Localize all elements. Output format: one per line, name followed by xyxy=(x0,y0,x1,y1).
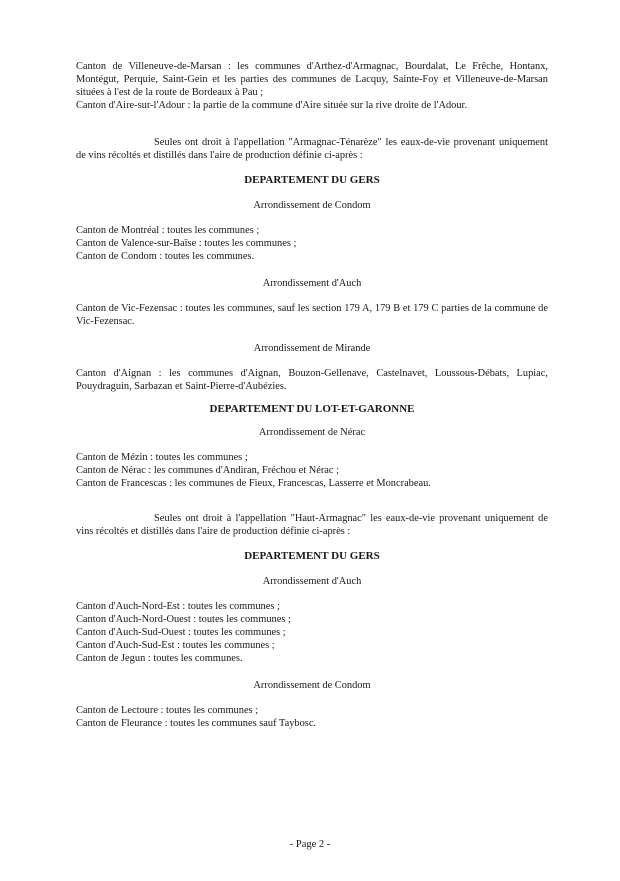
list-item: Canton de Francescas : les communes de Fieux, Francescas, Lasserre et Moncrabeau. xyxy=(76,478,431,489)
list-item: Canton de Lectoure : toutes les communes ; xyxy=(76,705,259,716)
tenareze-intro: Seules ont droit à l'appellation "Armagnac-Ténarèze" les eaux-de-vie provenant uniquement de vins récoltés et distillés dans l'aire de production définie ci-après : xyxy=(76,137,548,161)
list-item: Canton d'Auch-Nord-Ouest : toutes les communes ; xyxy=(76,614,291,625)
haut-gers-heading: DEPARTEMENT DU GERS xyxy=(244,550,380,562)
vic-fezensac-paragraph: Canton de Vic-Fezensac : toutes les communes, sauf les section 179 A, 179 B et 179 C parties de la commune de Vic-Fezensac. xyxy=(76,303,548,327)
tenareze-gers-heading: DEPARTEMENT DU GERS xyxy=(244,174,380,186)
list-item: Canton d'Auch-Sud-Ouest : toutes les communes ; xyxy=(76,627,286,638)
haut-auch-heading: Arrondissement d'Auch xyxy=(262,576,362,587)
list-item: Canton de Fleurance : toutes les communes sauf Taybosc. xyxy=(76,718,317,729)
list-item: Canton d'Auch-Sud-Est : toutes les communes ; xyxy=(76,640,275,651)
page-number: - Page 2 - xyxy=(289,839,331,850)
haut-condom-heading: Arrondissement de Condom xyxy=(253,680,371,691)
paragraph-aire: Canton d'Aire-sur-l'Adour : la partie de la commune d'Aire située sur la rive droite de l'Adour. xyxy=(76,100,468,111)
list-item: Canton d'Auch-Nord-Est : toutes les communes ; xyxy=(76,601,280,612)
aignan-paragraph: Canton d'Aignan : les communes d'Aignan, Bouzon-Gellenave, Castelnavet, Loussous-Débats, Lupiac, Pouydraguin, Sarbazan et Saint-Pierre-d'Aubézies. xyxy=(76,368,548,392)
paragraph-villeneuve: Canton de Villeneuve-de-Marsan : les communes d'Arthez-d'Armagnac, Bourdalat, Le Frêche, Hontanx, Montégut, Perquie, Saint-Gein et les parties des communes de Lacquy, Sainte-Foy et Villeneuve-de-Marsan situées à l'est de la route de Bordeaux à Pau ; xyxy=(76,61,548,98)
list-item: Canton de Jegun : toutes les communes. xyxy=(76,653,243,664)
tenareze-nerac-heading: Arrondissement de Nérac xyxy=(258,427,366,438)
haut-armagnac-intro: Seules ont droit à l'appellation "Haut-Armagnac" les eaux-de-vie provenant uniquement de vins récoltés et distillés dans l'aire de production définie ci-après : xyxy=(76,513,548,537)
list-item: Canton de Condom : toutes les communes. xyxy=(76,251,255,262)
list-item: Canton de Valence-sur-Baïse : toutes les communes ; xyxy=(76,238,297,249)
list-item: Canton de Mézin : toutes les communes ; xyxy=(76,452,248,463)
document-body xyxy=(76,60,548,730)
list-item: Canton de Montréal : toutes les communes ; xyxy=(76,225,260,236)
tenareze-lot-heading: DEPARTEMENT DU LOT-ET-GARONNE xyxy=(209,403,415,415)
tenareze-condom-heading: Arrondissement de Condom xyxy=(253,200,371,211)
tenareze-auch-heading: Arrondissement d'Auch xyxy=(262,278,362,289)
tenareze-mirande-heading: Arrondissement de Mirande xyxy=(253,343,371,354)
list-item: Canton de Nérac : les communes d'Andiran, Fréchou et Nérac ; xyxy=(76,465,339,476)
